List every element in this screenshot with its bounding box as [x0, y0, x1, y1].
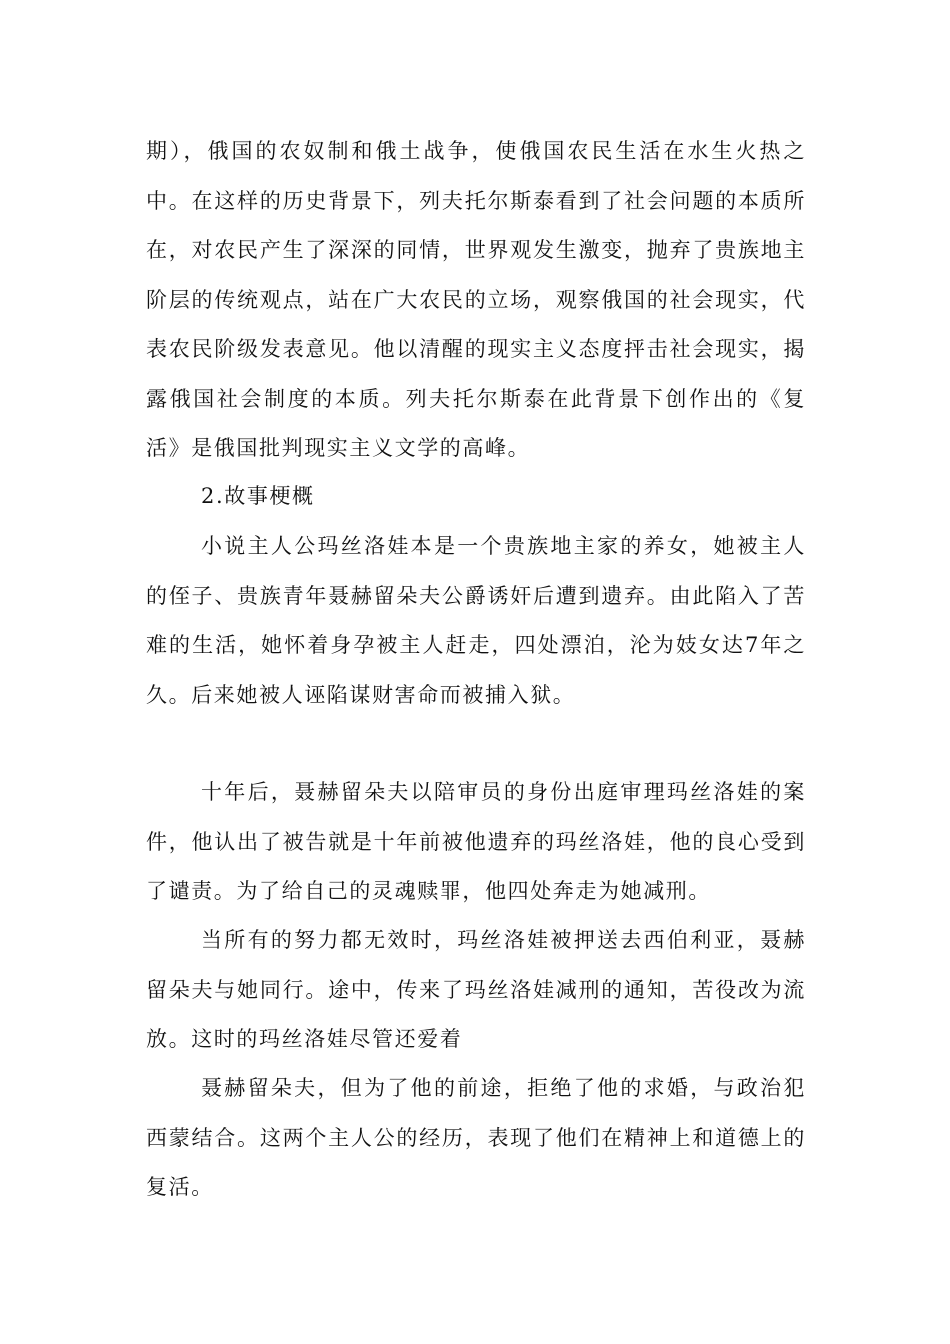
paragraph-ten-years-later: 十年后，聂赫留朵夫以陪审员的身份出庭审理玛丝洛娃的案件，他认出了被告就是十年前被他遗弃的玛丝洛娃，他的良心受到了谴责。为了给自己的灵魂赎罪，他四处奔走为她减刑。: [146, 780, 806, 903]
section-heading-story-summary: 2.故事梗概: [201, 484, 315, 508]
paragraph-story-intro: 小说主人公玛丝洛娃本是一个贵族地主家的养女，她被主人的侄子、贵族青年聂赫留朵夫公爵诱奸后遭到遗弃。由此陷入了苦难的生活，她怀着身孕被主人赶走，四处漂泊，沦为妓女达7年之久。后来她被人诬陷谋财害命而被捕入狱。: [146, 534, 806, 707]
paragraph-resurrection: 聂赫留朵夫，但为了他的前途，拒绝了他的求婚，与政治犯西蒙结合。这两个主人公的经历，表现了他们在精神上和道德上的复活。: [146, 1076, 806, 1199]
paragraph-historical-background: 期），俄国的农奴制和俄土战争，使俄国农民生活在水生火热之中。在这样的历史背景下，列夫托尔斯泰看到了社会问题的本质所在，对农民产生了深深的同情，世界观发生激变，抛弃了贵族地主阶层的传统观点，站在广大农民的立场，观察俄国的社会现实，代表农民阶级发表意见。他以清醒的现实主义态度抨击社会现实，揭露俄国社会制度的本质。列夫托尔斯泰在此背景下创作出的《复活》是俄国批判现实主义文学的高峰。: [146, 139, 806, 460]
paragraph-siberia: 当所有的努力都无效时，玛丝洛娃被押送去西伯利亚，聂赫留朵夫与她同行。途中，传来了玛丝洛娃减刑的通知，苦役改为流放。这时的玛丝洛娃尽管还爱着: [146, 928, 806, 1051]
